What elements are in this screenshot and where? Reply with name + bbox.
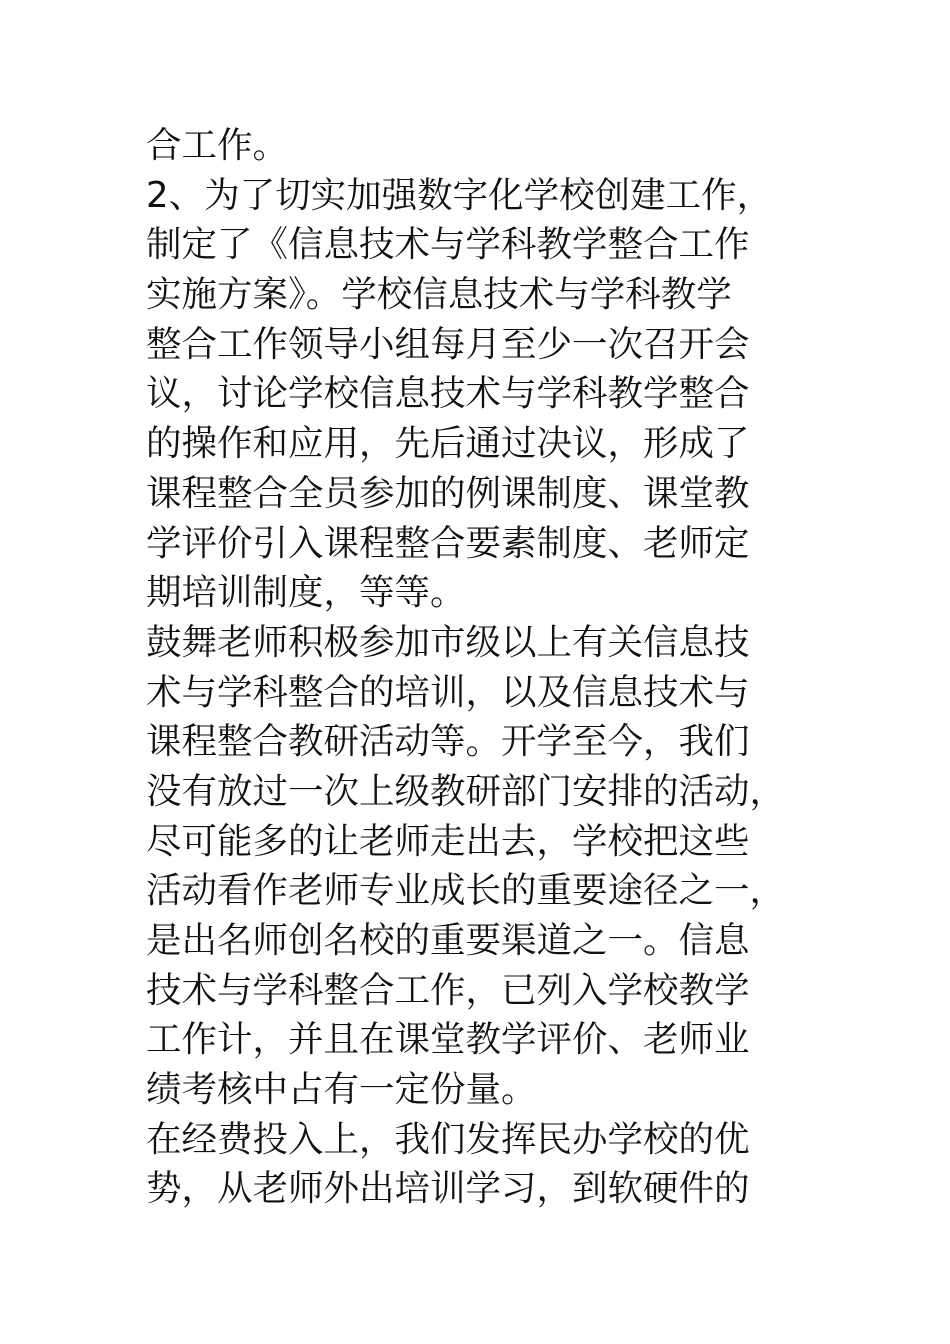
- text-line: 课程整合教研活动等。开学至今，我们: [146, 721, 750, 763]
- text-line: 制定了《信息技术与学科教学整合工作: [146, 224, 750, 266]
- text-line: 工作计，并且在课堂教学评价、老师业: [146, 1019, 750, 1061]
- text-line: 技术与学科整合工作，已列入学校教学: [146, 969, 750, 1011]
- text-line: 学评价引入课程整合要素制度、老师定: [146, 522, 750, 564]
- text-line: 是出名师创名校的重要渠道之一。信息: [146, 920, 750, 961]
- text-line: 活动看作老师专业成长的重要途径之一，: [146, 870, 786, 912]
- text-line: 的操作和应用，先后通过决议，形成了: [146, 423, 750, 465]
- text-line: 势，从老师外出培训学习，到软硬件的: [146, 1168, 750, 1210]
- text-line: 课程整合全员参加的例课制度、课堂教: [146, 472, 750, 514]
- text-line: 尽可能多的让老师走出去，学校把这些: [146, 820, 750, 862]
- text-line: 绩考核中占有一定份量。: [146, 1069, 537, 1111]
- text-line: 期培训制度，等等。: [146, 572, 466, 614]
- text-line: 合工作。: [146, 125, 289, 166]
- text-line: 鼓舞老师积极参加市级以上有关信息技: [146, 621, 750, 663]
- text-line: 实施方案》。学校信息技术与学科教学: [146, 274, 732, 316]
- text-line: 2、为了切实加强数字化学校创建工作，: [146, 174, 773, 216]
- text-line: 整合工作领导小组每月至少一次召开会: [146, 323, 750, 365]
- text-line: 议，讨论学校信息技术与学科教学整合: [146, 373, 750, 415]
- text-line: 术与学科整合的培训，以及信息技术与: [146, 671, 750, 713]
- document-page: [146, 121, 836, 1214]
- text-line: 在经费投入上，我们发挥民办学校的优: [146, 1118, 750, 1160]
- text-line: 没有放过一次上级教研部门安排的活动，: [146, 770, 786, 812]
